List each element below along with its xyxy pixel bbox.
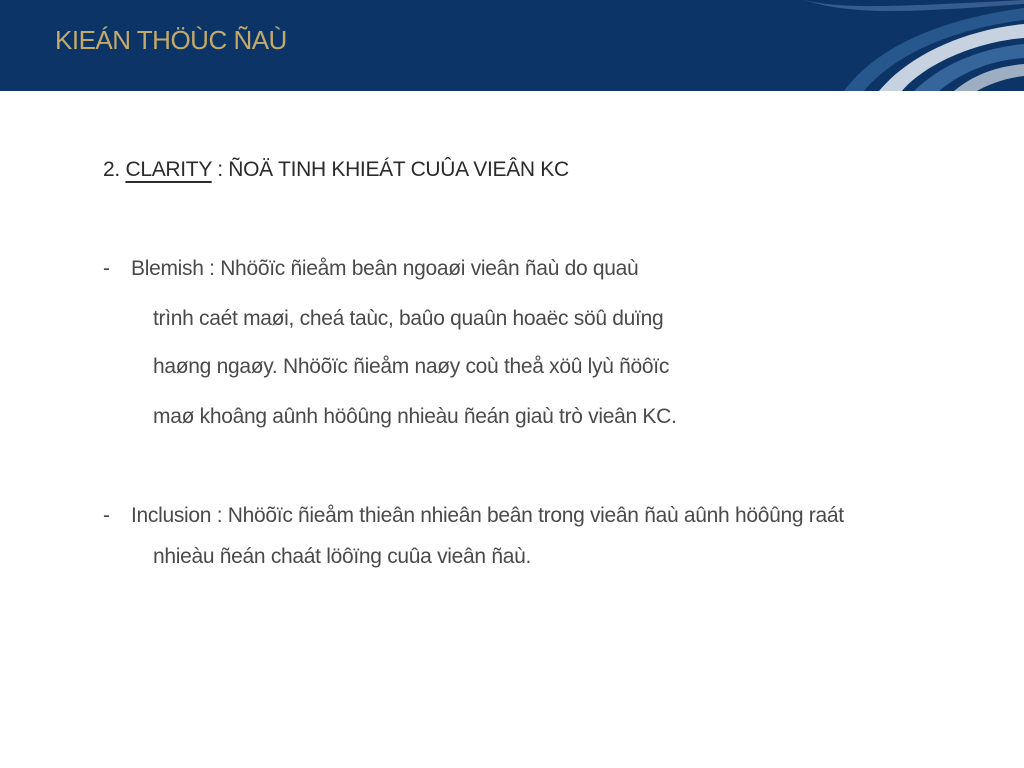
- bullet-line: Inclusion : Nhöõïc ñieåm thieân nhieân beân trong vieân ñaù aûnh höôûng raát: [131, 504, 844, 527]
- section-keyword: CLARITY: [125, 158, 212, 181]
- bullet-line: haøng ngaøy. Nhöõïc ñieåm naøy coù theå xöû lyù ñöôïc: [153, 355, 670, 378]
- section-heading: [103, 158, 569, 182]
- slide-title: KIEÁN THÖÙC ÑAÙ: [55, 25, 287, 55]
- section-number: 2.: [103, 158, 126, 181]
- section-heading-rest: : ÑOÄ TINH KHIEÁT CUÛA VIEÂN KC: [211, 158, 569, 181]
- header-band: [0, 0, 1024, 91]
- bullet-line: nhieàu ñeán chaát löôïng cuûa vieân ñaù.: [153, 545, 531, 568]
- bullet-line: maø khoâng aûnh höôûng nhieàu ñeán giaù trò vieân KC.: [153, 405, 677, 428]
- swoosh-decoration: [784, 0, 1024, 91]
- bullet-line: trình caét maøi, cheá taùc, baûo quaûn hoaëc söû duïng: [153, 307, 664, 330]
- bullet-dash: -: [103, 257, 110, 280]
- bullet-line: Blemish : Nhöõïc ñieåm beân ngoaøi vieân ñaù do quaù: [131, 257, 639, 280]
- bullet-dash: -: [103, 504, 110, 527]
